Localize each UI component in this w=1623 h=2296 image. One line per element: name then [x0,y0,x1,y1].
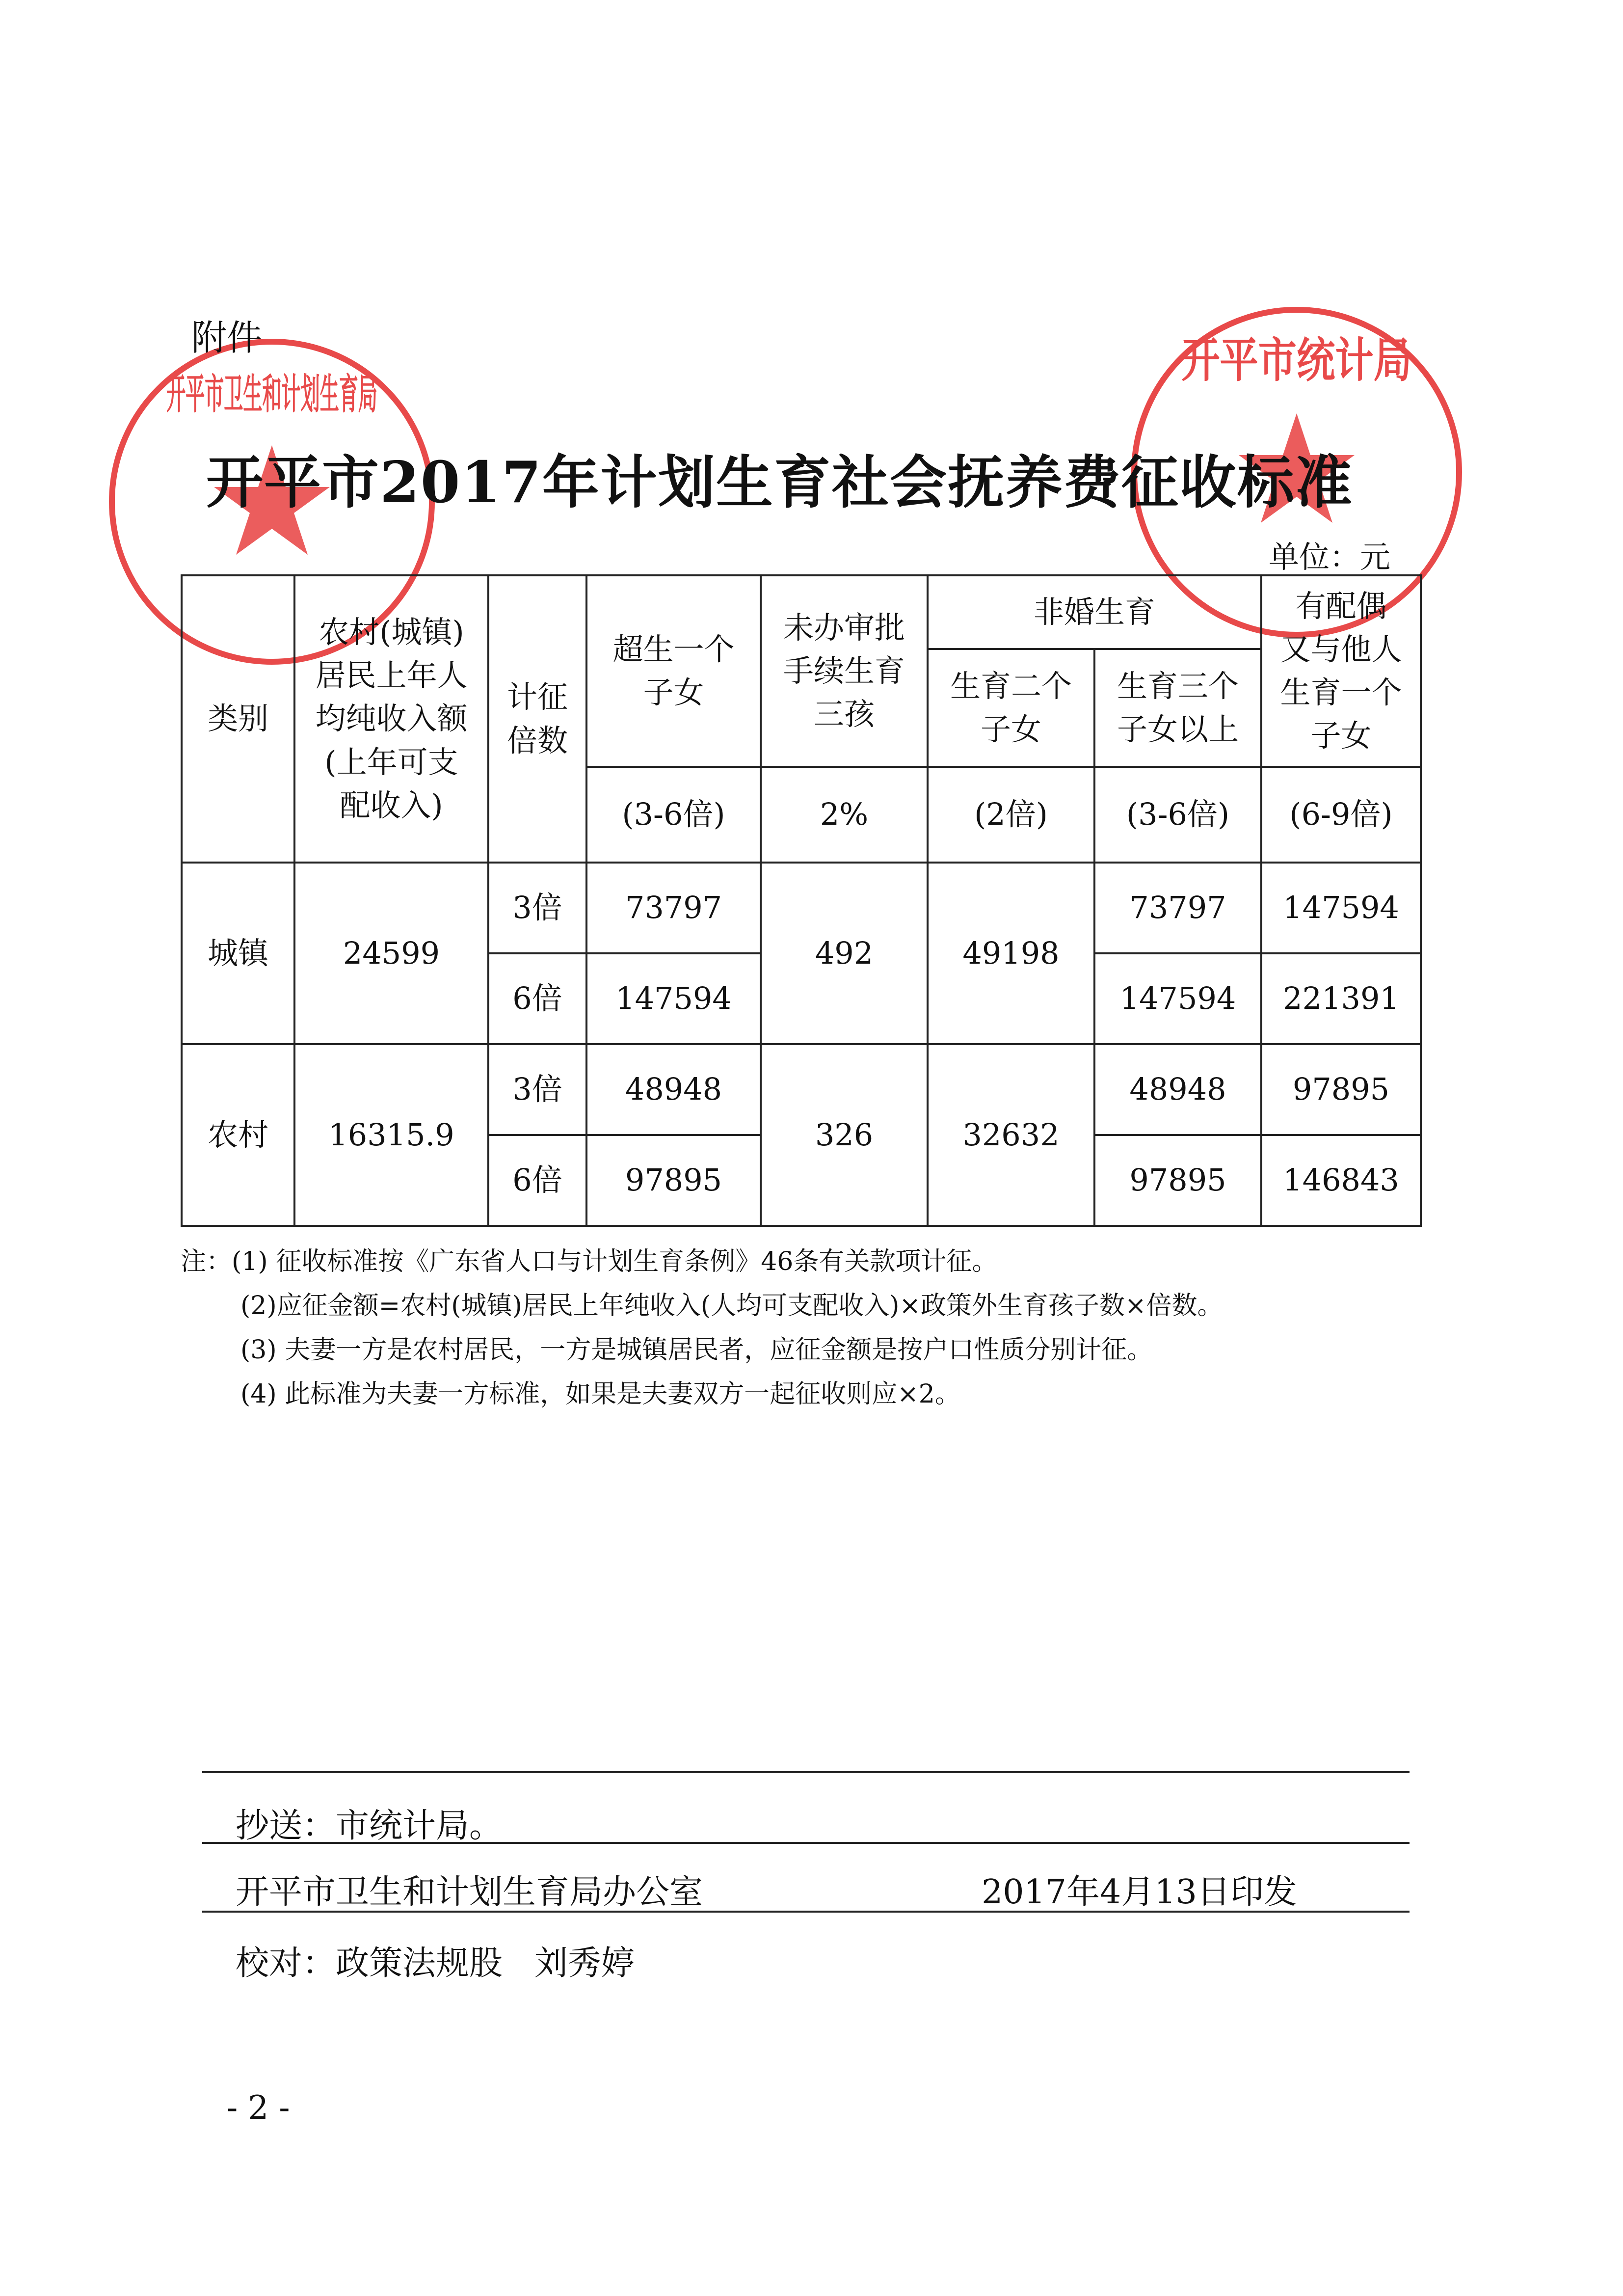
town-over-one-6x: 147594 [586,953,761,1044]
rural-spouse-6x: 97895 [1261,1044,1421,1135]
header-over-one-child: 超生一个 子女 [586,575,761,767]
town-third-plus-6x: 147594 [1094,953,1261,1044]
rate-over-one: (3-6倍) [586,767,761,863]
fee-standard-table [181,574,1422,1227]
town-income: 24599 [294,863,488,1044]
rate-third-plus: (3-6倍) [1094,767,1261,863]
row-label-town: 城镇 [182,863,294,1044]
town-unapproved-third: 492 [761,863,928,1044]
rural-unapproved-third: 326 [761,1044,928,1226]
note-item: (4) 此标准为夫妻一方标准，如果是夫妻双方一起征收则应×2。 [240,1379,960,1409]
header-income: 农村(城镇) 居民上年人 均纯收入额 (上年可支 配收入) [294,575,488,863]
divider [202,1842,1410,1844]
town-over-one-3x: 73797 [586,863,761,953]
divider [202,1771,1410,1773]
town-third-plus-3x: 73797 [1094,863,1261,953]
divider [202,1911,1410,1913]
town-multiplier-3: 3倍 [488,863,586,953]
row-label-rural: 农村 [182,1044,294,1226]
header-nonmarital: 非婚生育 [928,575,1261,649]
rate-unapproved-third: 2% [761,767,928,863]
header-third-plus: 生育三个 子女以上 [1094,649,1261,767]
note-item: (2)应征金额=农村(城镇)居民上年纯收入(人均可支配收入)×政策外生育孩子数×倍数。 [240,1291,1223,1321]
issue-date: 2017年4月13日印发 [982,1873,1297,1912]
rural-second-child: 32632 [928,1044,1094,1226]
page-title: 开平市2017年计划生育社会抚养费征收标准 [206,449,1353,516]
note-item: 注：(1) 征收标准按《广东省人口与计划生育条例》46条有关款项计征。 [181,1247,998,1276]
header-second-child: 生育二个 子女 [928,649,1094,767]
rural-over-one-3x: 48948 [586,1044,761,1135]
header-category: 类别 [182,575,294,863]
rural-third-plus-6x: 97895 [1094,1135,1261,1226]
header-unapproved-third: 未办审批 手续生育 三孩 [761,575,928,767]
rural-multiplier-3: 3倍 [488,1044,586,1135]
rural-over-one-6x: 97895 [586,1135,761,1226]
table-notes [181,1240,1223,1416]
rate-spouse-other: (6-9倍) [1261,767,1421,863]
header-multiplier: 计征 倍数 [488,575,586,863]
unit-label: 单位：元 [1269,539,1391,575]
cc-line: 抄送：市统计局。 [236,1807,503,1845]
town-spouse-6x: 147594 [1261,863,1421,953]
seal-text: 开平市统计局 [1181,334,1412,387]
proofread-line: 校对：政策法规股 刘秀婷 [236,1944,635,1983]
attachment-label: 附件 [191,317,263,358]
rural-income: 16315.9 [294,1044,488,1226]
town-multiplier-6: 6倍 [488,953,586,1044]
rate-second: (2倍) [928,767,1094,863]
issuer: 开平市卫生和计划生育局办公室 [236,1873,703,1912]
page-number: - 2 - [227,2089,290,2127]
header-spouse-other: 有配偶 又与他人 生育一个 子女 [1261,575,1421,767]
rural-third-plus-3x: 48948 [1094,1044,1261,1135]
rural-multiplier-6: 6倍 [488,1135,586,1226]
town-second-child: 49198 [928,863,1094,1044]
town-spouse-9x: 221391 [1261,953,1421,1044]
seal-text: 开平市卫生和计划生育局 [166,372,377,418]
rural-spouse-9x: 146843 [1261,1135,1421,1226]
note-item: (3) 夫妻一方是农村居民，一方是城镇居民者，应征金额是按户口性质分别计征。 [240,1335,1153,1365]
